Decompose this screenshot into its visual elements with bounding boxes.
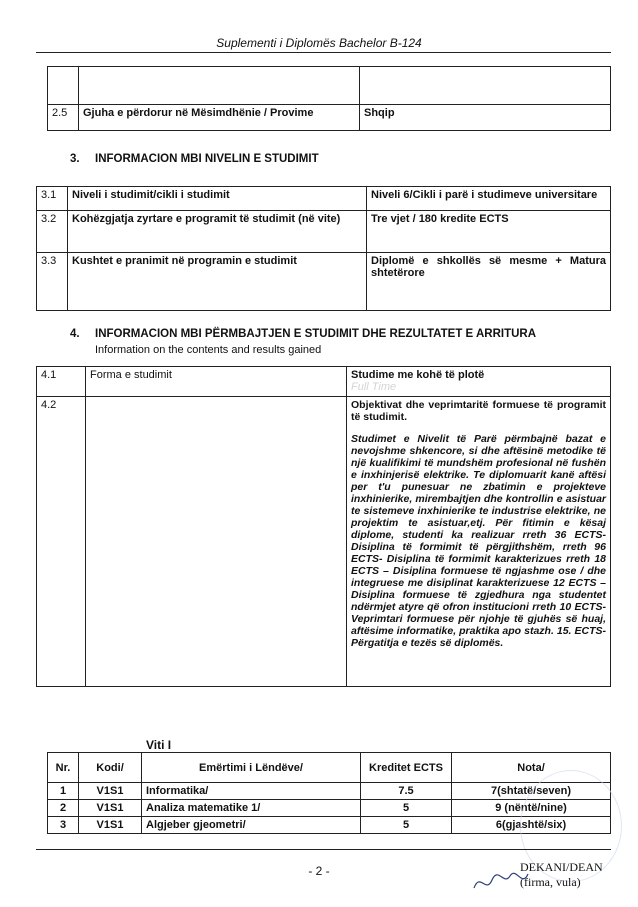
course-ects: 7.5 bbox=[361, 783, 452, 800]
section-3-num: 3. bbox=[70, 153, 80, 165]
objectives-body: Studimet e Nivelit të Parë përmbajnë bazat e nevojshme shkencore, si dhe aftësinë metodike të një kualifikimi të mundshëm profesional në fushën e inxhinjerisë elektrike. Te diplomuarit kanë aftësi per t'u punesuar ne zbatimin e projekteve inxhinierike, mirembajtjen dhe kontrollin e asistuar te sistemeve inxhinierike te industrise elektrike, ne projektim te asistuar,etj. Për fitimin e kësaj diplome, studenti ka realizuar rreth 36 ECTS-Disiplina të formimit të përgjithshëm, rreth 96 ECTS- Disiplina të formimit karakterizues rreth 18 ECTS – Disiplina formuese të ngjashme ose / dhe integruese me disiplinat karakterizuese 12 ECTS – Disiplina formuese të zgjedhura nga studentet ndërmjet atyre që ofron institucioni rreth 10 ECTS- Veprimtari formuese për njohje të gjuhës së huaj, aftësime informatike, praktika apo stazh. 15. ECTS- Përgatitja e tezës së diplomës. bbox=[351, 433, 606, 649]
header-nr: Nr. bbox=[48, 753, 79, 783]
course-name: Algjeber gjeometri/ bbox=[142, 817, 361, 834]
section-3-title: INFORMACION MBI NIVELIN E STUDIMIT bbox=[95, 153, 319, 165]
section-4-title: INFORMACION MBI PËRMBAJTJEN E STUDIMIT DHE REZULTATET E ARRITURA bbox=[95, 328, 537, 340]
course-grade: 6(gjashtë/six) bbox=[452, 817, 611, 834]
header-rule bbox=[36, 52, 611, 53]
header-ects: Kreditet ECTS bbox=[361, 753, 452, 783]
row-num: 3.3 bbox=[37, 253, 68, 311]
handwritten-signature bbox=[470, 866, 530, 896]
admission-label: Kushtet e pranimit në programin e studimit bbox=[68, 253, 367, 311]
course-name: Analiza matematike 1/ bbox=[142, 800, 361, 817]
row-num: 2.5 bbox=[48, 105, 79, 131]
header-grade: Nota/ bbox=[452, 753, 611, 783]
study-form-value: Studime me kohë të plotë bbox=[351, 369, 485, 381]
section-4-num: 4. bbox=[70, 328, 80, 340]
objectives-head: Objektivat dhe veprimtaritë formuese të programit të studimit. bbox=[351, 399, 606, 423]
row-num: 3.2 bbox=[37, 211, 68, 253]
course-code: V1S1 bbox=[79, 800, 142, 817]
header-code: Kodi/ bbox=[79, 753, 142, 783]
duration-value: Tre vjet / 180 kredite ECTS bbox=[367, 211, 611, 253]
dean-label: DEKANI/DEAN bbox=[520, 860, 603, 874]
row-num: 3.1 bbox=[37, 187, 68, 211]
language-table bbox=[47, 66, 611, 131]
signature-note: (firma, vula) bbox=[520, 875, 581, 889]
language-value: Shqip bbox=[360, 105, 611, 131]
page-number: - 2 - bbox=[308, 864, 330, 878]
course-nr: 3 bbox=[48, 817, 79, 834]
course-code: V1S1 bbox=[79, 817, 142, 834]
course-nr: 2 bbox=[48, 800, 79, 817]
study-level-table bbox=[36, 186, 611, 311]
duration-label: Kohëzgjatja zyrtare e programit të studimit (në vite) bbox=[68, 211, 367, 253]
study-form-ghost: Full Time bbox=[351, 381, 397, 393]
section-4-subtitle: Information on the contents and results gained bbox=[95, 344, 322, 356]
level-value: Niveli 6/Cikli i parë i studimeve universitare bbox=[367, 187, 611, 211]
language-label: Gjuha e përdorur në Mësimdhënie / Provime bbox=[79, 105, 360, 131]
level-label: Niveli i studimit/cikli i studimit bbox=[68, 187, 367, 211]
header-name: Emërtimi i Lëndëve/ bbox=[142, 753, 361, 783]
footer-rule bbox=[36, 849, 611, 850]
course-name: Informatika/ bbox=[142, 783, 361, 800]
course-ects: 5 bbox=[361, 817, 452, 834]
course-code: V1S1 bbox=[79, 783, 142, 800]
course-grade: 7(shtatë/seven) bbox=[452, 783, 611, 800]
admission-value: Diplomë e shkollës së mesme + Matura shtetërore bbox=[367, 253, 611, 311]
course-nr: 1 bbox=[48, 783, 79, 800]
course-ects: 5 bbox=[361, 800, 452, 817]
year-label: Viti I bbox=[146, 738, 172, 752]
study-form-label: Forma e studimit bbox=[86, 367, 347, 397]
course-grade: 9 (nëntë/nine) bbox=[452, 800, 611, 817]
row-num: 4.1 bbox=[37, 367, 86, 397]
content-table bbox=[36, 366, 611, 687]
dean-signature-block bbox=[520, 860, 603, 890]
page-header-title: Suplementi i Diplomës Bachelor B-124 bbox=[216, 36, 422, 50]
row-num: 4.2 bbox=[37, 397, 86, 687]
